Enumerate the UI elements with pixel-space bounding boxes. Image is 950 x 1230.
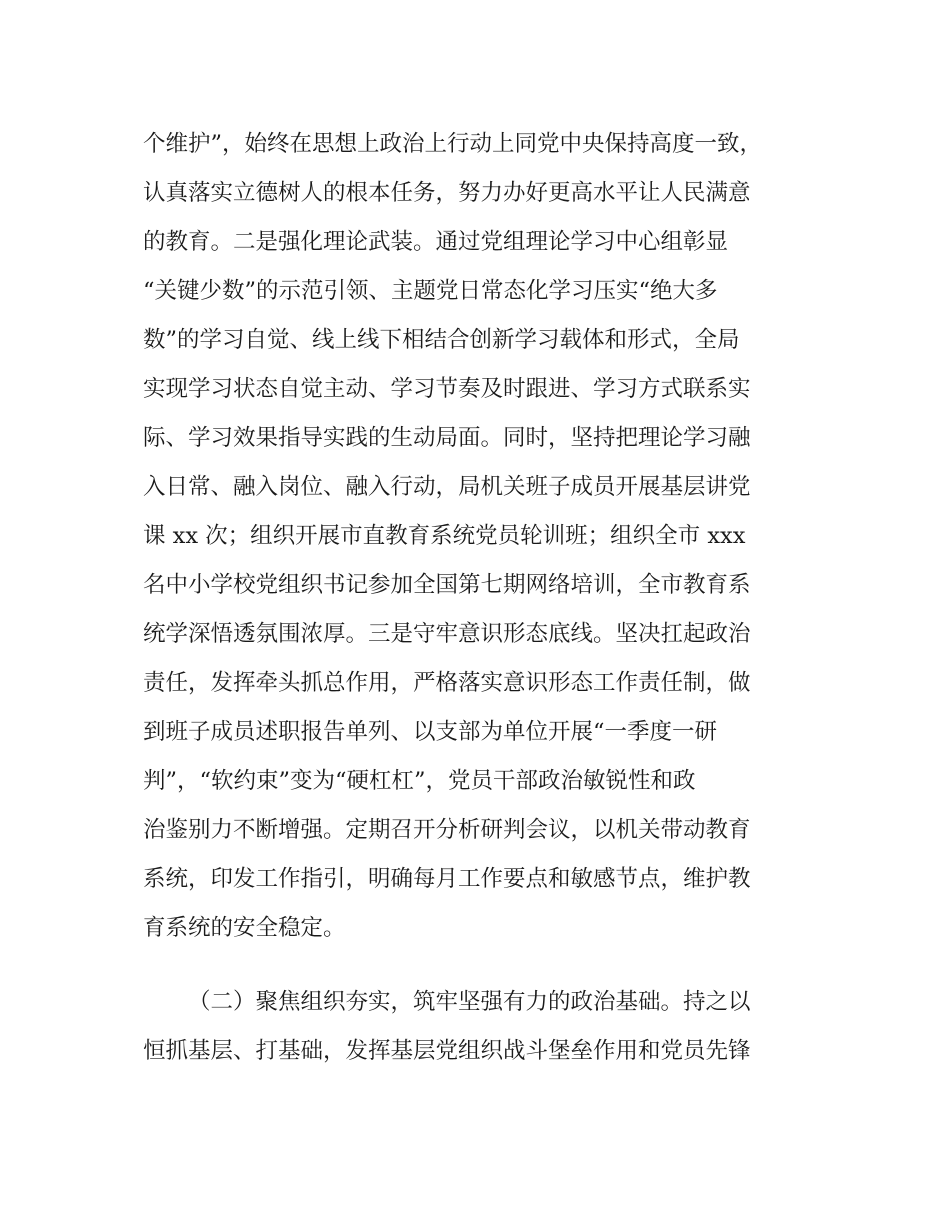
paragraph-1-line-11: 统学深悟透氛围浓厚。三是守牢意识形态底线。坚决扛起政治: [143, 621, 751, 647]
paragraph-1-line-16: 系统，印发工作指引，明确每月工作要点和敏感节点，维护教: [143, 866, 751, 892]
paragraph-1-line-2: 认真落实立德树人的根本任务，努力办好更高水平让人民满意: [143, 180, 751, 206]
paragraph-1-line-14: 判”，“软约束”变为“硬杠杠”，党员干部政治敏锐性和政: [143, 768, 696, 794]
paragraph-1-line-9: 课 xx 次；组织开展市直教育系统党员轮训班；组织全市 xxx: [143, 523, 746, 549]
paragraph-1-line-8: 入日常、融入岗位、融入行动，局机关班子成员开展基层讲党: [143, 474, 751, 500]
paragraph-2-line-1: （二）聚焦组织夯实，筑牢坚强有力的政治基础。持之以: [188, 989, 751, 1015]
paragraph-1-line-1: 个维护”，始终在思想上政治上行动上同党中央保持高度一致，: [143, 131, 763, 157]
paragraph-1-line-10: 名中小学校党组织书记参加全国第七期网络培训，全市教育系: [143, 572, 751, 598]
paragraph-1-line-3: 的教育。二是强化理论武装。通过党组理论学习中心组彰显: [143, 229, 729, 255]
paragraph-1-line-4: “关键少数”的示范引领、主题党日常态化学习压实“绝大多: [143, 278, 718, 304]
paragraph-1-line-7: 际、学习效果指导实践的生动局面。同时，坚持把理论学习融: [143, 425, 751, 451]
paragraph-1-line-13: 到班子成员述职报告单列、以支部为单位开展“一季度一研: [143, 719, 718, 745]
paragraph-1-line-12: 责任，发挥牵头抓总作用，严格落实意识形态工作责任制，做: [143, 670, 751, 696]
paragraph-1-line-6: 实现学习状态自觉主动、学习节奏及时跟进、学习方式联系实: [143, 376, 751, 402]
paragraph-1-line-15: 治鉴别力不断增强。定期召开分析研判会议，以机关带动教育: [143, 817, 751, 843]
paragraph-1-line-5: 数”的学习自觉、线上线下相结合创新学习载体和形式，全局: [143, 327, 740, 353]
paragraph-2-line-2: 恒抓基层、打基础，发挥基层党组织战斗堡垒作用和党员先锋: [143, 1038, 751, 1064]
paragraph-1-line-17: 育系统的安全稳定。: [143, 915, 346, 941]
